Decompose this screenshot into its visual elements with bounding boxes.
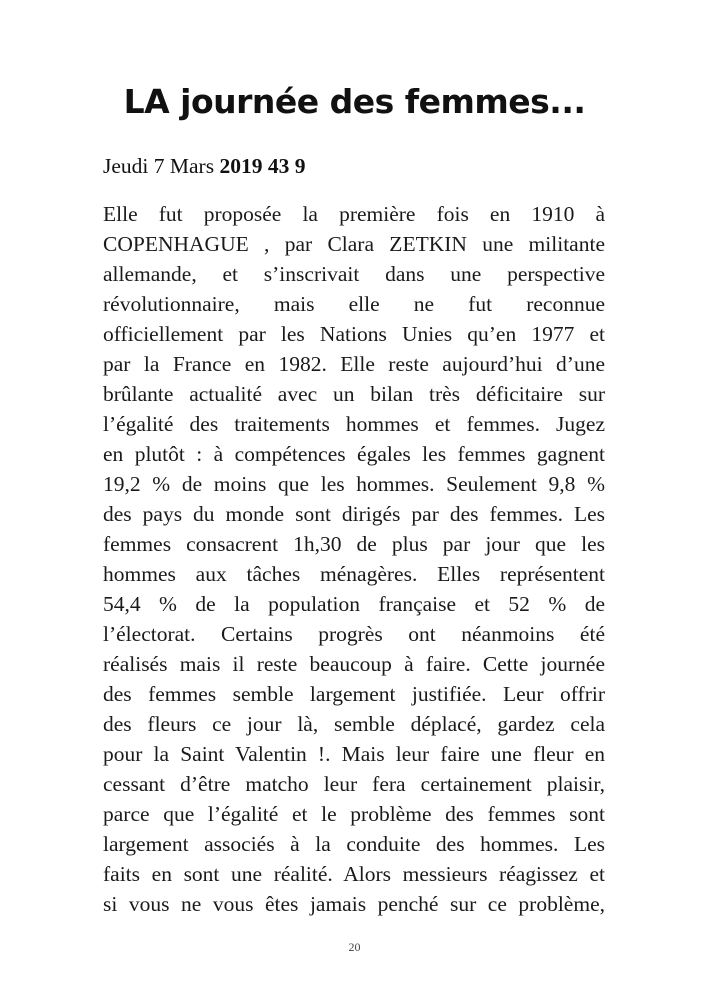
body-line: des fleurs ce jour là, semble déplacé, gardez cela — [103, 712, 605, 736]
body-line: allemande, et s’inscrivait dans une perspective — [103, 262, 605, 286]
body-line: hommes aux tâches ménagères. Elles représentent — [103, 562, 605, 586]
body-line: si vous ne vous êtes jamais penché sur ce problème, — [103, 892, 605, 916]
body-line: révolutionnaire, mais elle ne fut reconnue — [103, 292, 605, 316]
page-title: LA journée des femmes... — [123, 82, 586, 121]
body-line: faits en sont une réalité. Alors messieurs réagissez et — [103, 862, 605, 886]
date-bold-values: 2019 43 9 — [219, 154, 306, 178]
body-line: Elle fut proposée la première fois en 1910 à — [103, 202, 605, 226]
body-line: l’électorat. Certains progrès ont néanmoins été — [103, 622, 605, 646]
body-line: des femmes semble largement justifiée. Leur offrir — [103, 682, 605, 706]
body-line: l’égalité des traitements hommes et femmes. Jugez — [103, 412, 605, 436]
body-line: brûlante actualité avec un bilan très déficitaire sur — [103, 382, 605, 406]
article-body — [103, 199, 605, 919]
body-line: pour la Saint Valentin !. Mais leur faire une fleur en — [103, 742, 605, 766]
date-text: Jeudi 7 Mars — [103, 154, 215, 178]
body-line: par la France en 1982. Elle reste aujourd’hui d’une — [103, 352, 605, 376]
body-line: femmes consacrent 1h,30 de plus par jour que les — [103, 532, 605, 556]
dateline — [103, 151, 305, 181]
body-line: réalisés mais il reste beaucoup à faire. Cette journée — [103, 652, 605, 676]
body-line: des pays du monde sont dirigés par des femmes. Les — [103, 502, 605, 526]
body-line: parce que l’égalité et le problème des femmes sont — [103, 802, 605, 826]
body-line: 54,4 % de la population française et 52 % de — [103, 592, 605, 616]
body-line: 19,2 % de moins que les hommes. Seulement 9,8 % — [103, 472, 605, 496]
page-number: 20 — [348, 940, 361, 954]
body-line: cessant d’être matcho leur fera certainement plaisir, — [103, 772, 605, 796]
body-line: COPENHAGUE , par Clara ZETKIN une militante — [103, 232, 605, 256]
body-line: en plutôt : à compétences égales les femmes gagnent — [103, 442, 605, 466]
body-line: largement associés à la conduite des hommes. Les — [103, 832, 605, 856]
body-line: officiellement par les Nations Unies qu’en 1977 et — [103, 322, 605, 346]
